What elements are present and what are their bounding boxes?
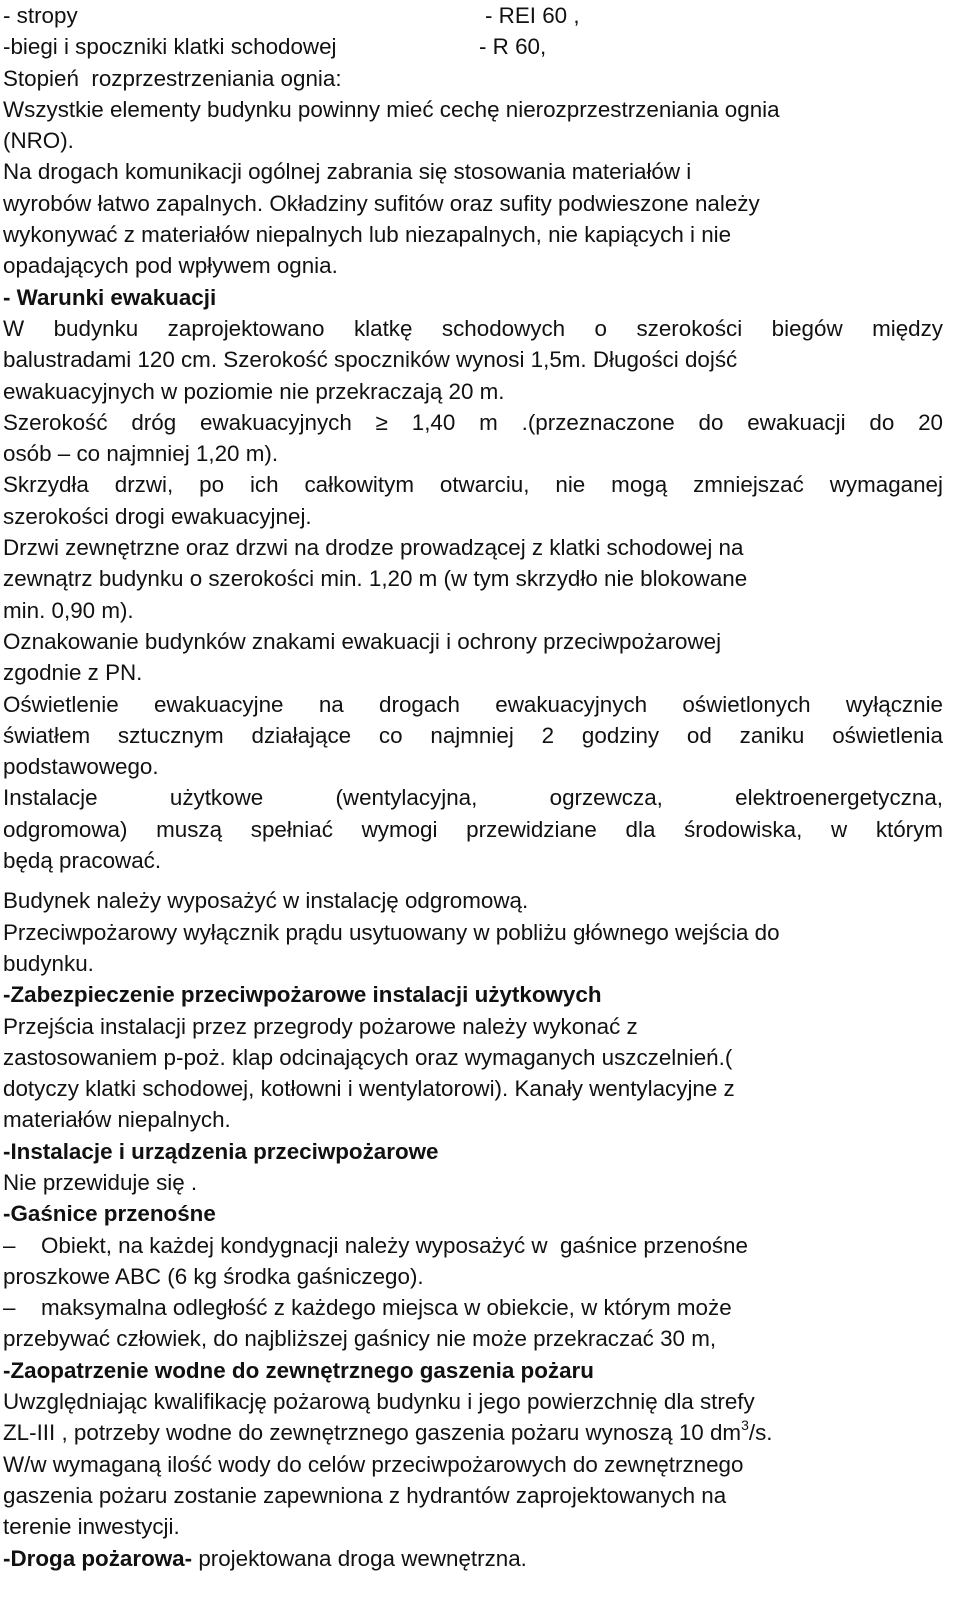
text-line: Nie przewiduje się . — [3, 1169, 198, 1195]
inline-heading: -Droga pożarowa- — [3, 1545, 193, 1571]
text-segment: - REI 60 , — [485, 3, 580, 28]
text-line: balustradami 120 cm. Szerokość spoczników wynosi 1,5m. Długości dojść — [3, 347, 738, 373]
text-line: W/w wymaganą ilość wody do celów przeciwpożarowych do zewnętrznego — [3, 1451, 744, 1477]
text-line: Na drogach komunikacji ogólnej zabrania się stosowania materiałów i — [3, 159, 692, 185]
section-heading: - Warunki ewakuacji — [3, 284, 217, 310]
text-line: odgromowa) muszą spełniać wymogi przewidziane dla środowiska, w którym — [3, 816, 943, 842]
text-line: materiałów niepalnych. — [3, 1107, 231, 1133]
text-line — [3, 1417, 943, 1448]
text-line: podstawowego. — [3, 754, 159, 780]
text-line: dotyczy klatki schodowej, kotłowni i wentylatorowi). Kanały wentylacyjne z — [3, 1076, 735, 1102]
text-line: zgodnie z PN. — [3, 660, 143, 686]
text-line: Przeciwpożarowy wyłącznik prądu usytuowany w pobliżu głównego wejścia do — [3, 919, 780, 945]
paragraph-gap — [3, 876, 943, 885]
text-line: proszkowe ABC (6 kg środka gaśniczego). — [3, 1263, 424, 1289]
bullet-line — [3, 1292, 943, 1323]
superscript: 3 — [741, 1416, 749, 1433]
text-line: wyrobów łatwo zapalnych. Okładziny sufitów oraz sufity podwieszone należy — [3, 190, 760, 216]
text-line: szerokości drogi ewakuacyjnej. — [3, 503, 312, 529]
bullet-line — [3, 1230, 943, 1261]
text-line: terenie inwestycji. — [3, 1514, 180, 1540]
text-line: będą pracować. — [3, 848, 162, 874]
section-heading: -Instalacje i urządzenia przeciwpożarowe — [3, 1138, 439, 1164]
section-heading: -Gaśnice przenośne — [3, 1201, 216, 1227]
text-line: Drzwi zewnętrzne oraz drzwi na drodze prowadzącej z klatki schodowej na — [3, 535, 744, 561]
text-line: zastosowaniem p-poż. klap odcinających oraz wymaganych uszczelnień.( — [3, 1044, 733, 1070]
section-heading: -Zabezpieczenie przeciwpożarowe instalacji użytkowych — [3, 982, 602, 1008]
text-line — [3, 1543, 943, 1574]
text-line: Wszystkie elementy budynku powinny mieć cechę nierozprzestrzeniania ognia — [3, 96, 780, 122]
text-line: budynku. — [3, 950, 94, 976]
document-page — [3, 0, 943, 1574]
text-line: Oświetlenie ewakuacyjne na drogach ewakuacyjnych oświetlonych wyłącznie — [3, 691, 943, 717]
text-segment: Obiekt, na każdej kondygnacji należy wyposażyć w gaśnice przenośne — [41, 1232, 748, 1258]
text-line: Oznakowanie budynków znakami ewakuacji i ochrony przeciwpożarowej — [3, 628, 722, 654]
text-segment: /s. — [748, 1420, 773, 1446]
text-segment: - R 60, — [479, 34, 547, 60]
text-line: Uwzględniając kwalifikację pożarową budynku i jego powierzchnię dla strefy — [3, 1389, 755, 1415]
text-line: W budynku zaprojektowano klatkę schodowych o szerokości biegów między — [3, 315, 943, 341]
text-line: Skrzydła drzwi, po ich całkowitym otwarciu, nie mogą zmniejszać wymaganej — [3, 472, 943, 498]
text-segment: ZL-III , potrzeby wodne do zewnętrznego gaszenia pożaru wynoszą 10 dm — [3, 1420, 742, 1446]
text-line: ewakuacyjnych w poziomie nie przekraczają 20 m. — [3, 378, 505, 404]
text-line: osób – co najmniej 1,20 m). — [3, 441, 279, 467]
text-line: światłem sztucznym działające co najmniej 2 godziny od zaniku oświetlenia — [3, 722, 943, 748]
text-segment: -biegi i spoczniki klatki schodowej — [3, 34, 337, 60]
text-line: zewnątrz budynku o szerokości min. 1,20 m (w tym skrzydło nie blokowane — [3, 566, 748, 592]
dash-bullet: – — [3, 1295, 16, 1321]
text-line: min. 0,90 m). — [3, 597, 134, 623]
text-line: przebywać człowiek, do najbliższej gaśnicy nie może przekraczać 30 m, — [3, 1326, 717, 1352]
text-line: Przejścia instalacji przez przegrody pożarowe należy wykonać z — [3, 1013, 638, 1039]
dash-bullet: – — [3, 1232, 16, 1258]
section-heading: -Zaopatrzenie wodne do zewnętrznego gaszenia pożaru — [3, 1357, 594, 1383]
text-line: opadających pod wpływem ognia. — [3, 253, 338, 279]
text-segment: - stropy — [3, 3, 78, 28]
text-line — [3, 0, 943, 31]
text-line: Budynek należy wyposażyć w instalację odgromową. — [3, 888, 529, 914]
text-line: Stopień rozprzestrzeniania ognia: — [3, 65, 342, 91]
text-line: Instalacje użytkowe (wentylacyjna, ogrzewcza, elektroenergetyczna, — [3, 785, 943, 811]
text-segment: projektowana droga wewnętrzna. — [192, 1545, 527, 1571]
text-line: Szerokość dróg ewakuacyjnych ≥ 1,40 m .(przeznaczone do ewakuacji do 20 — [3, 409, 943, 435]
text-line: (NRO). — [3, 128, 74, 154]
text-line: wykonywać z materiałów niepalnych lub niezapalnych, nie kapiących i nie — [3, 222, 732, 248]
text-line: gaszenia pożaru zostanie zapewniona z hydrantów zaprojektowanych na — [3, 1482, 727, 1508]
text-segment: maksymalna odległość z każdego miejsca w obiekcie, w którym może — [41, 1295, 732, 1321]
text-line — [3, 31, 943, 62]
